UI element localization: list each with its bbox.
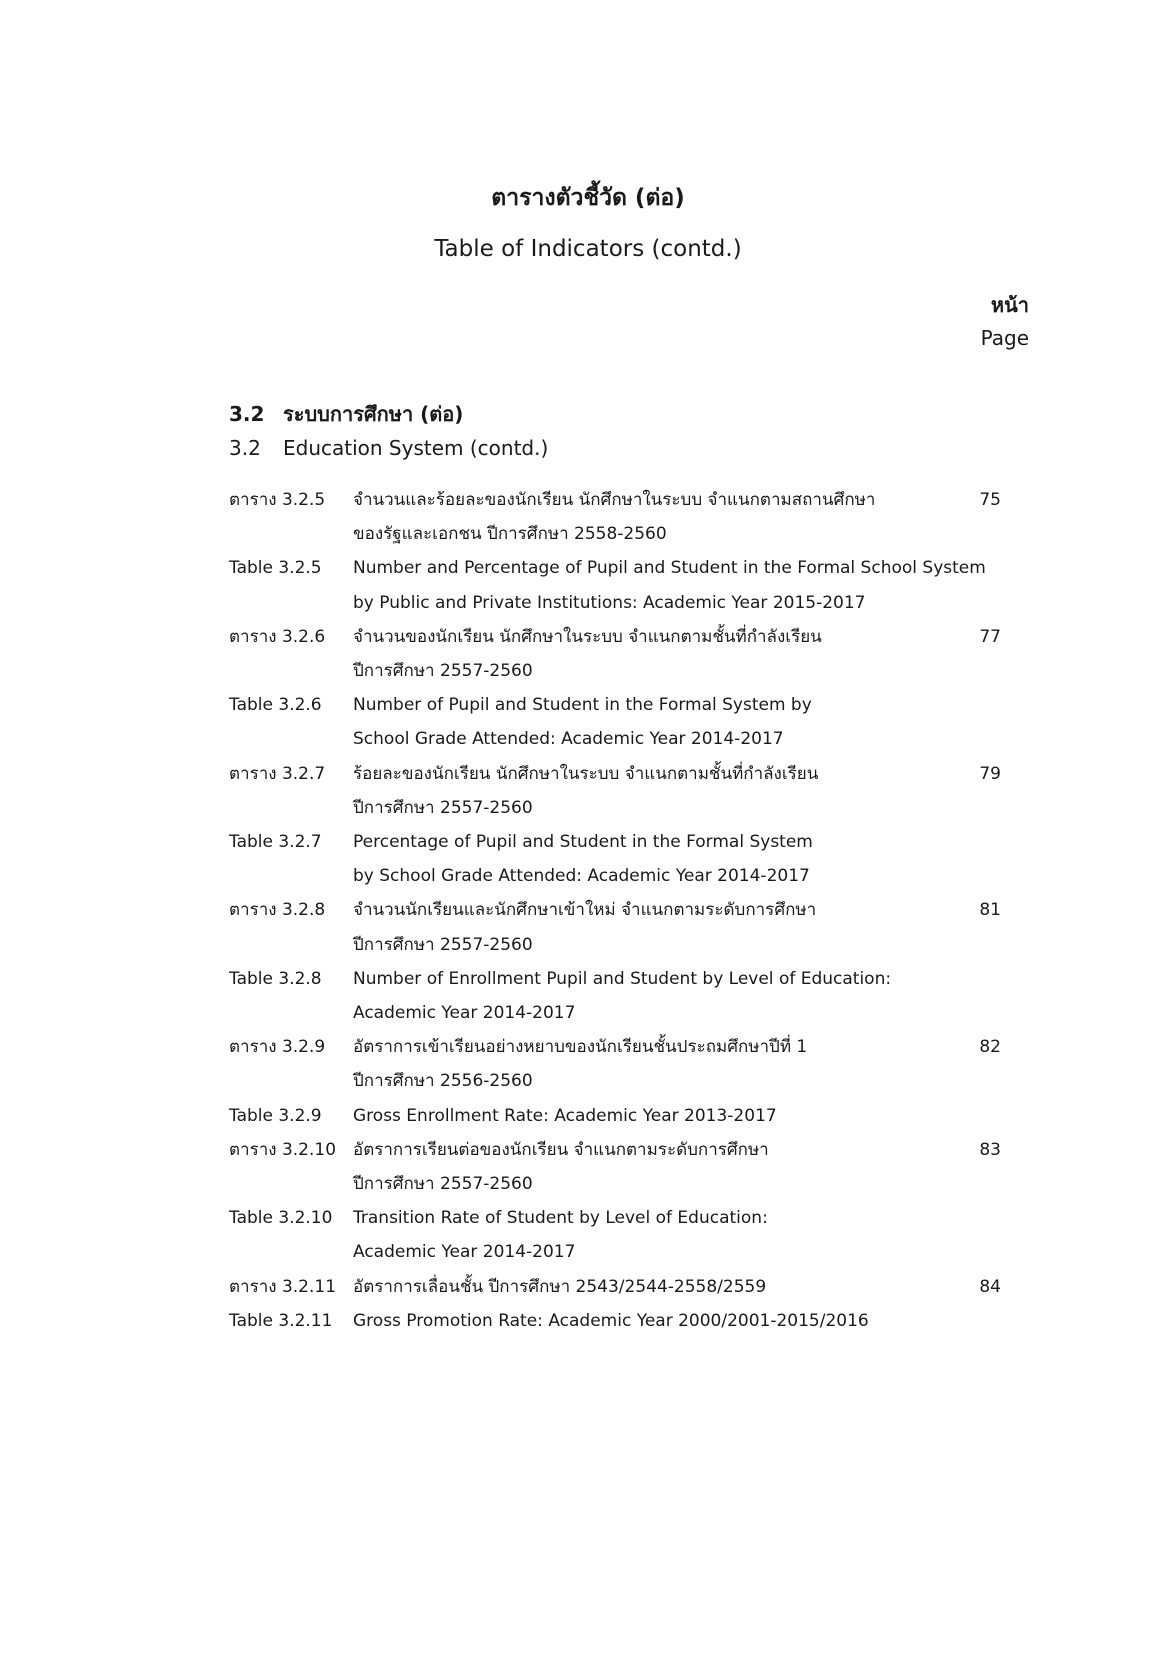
toc-entry-title-line: จำนวนนักเรียนและนักศึกษาเข้าใหม่ จำแนกตามระดับการศึกษา xyxy=(353,900,817,921)
toc-entry-title-line: ปีการศึกษา 2557-2560 xyxy=(353,934,533,955)
toc-entry-title xyxy=(353,1030,975,1098)
toc-entry-page-number: 82 xyxy=(979,1037,1001,1058)
toc-entry-title-line: School Grade Attended: Academic Year 2014-2017 xyxy=(353,729,784,750)
toc-entry-title-line: ปีการศึกษา 2557-2560 xyxy=(353,797,533,818)
section-title: Education System (contd.) xyxy=(283,436,549,460)
toc-entry-title-line: ของรัฐและเอกชน ปีการศึกษา 2558-2560 xyxy=(353,524,667,545)
toc-entry-title-line: อัตราการเรียนต่อของนักเรียน จำแนกตามระดับการศึกษา xyxy=(353,1139,769,1160)
toc-entry xyxy=(229,757,1029,825)
section-title: ระบบการศึกษา (ต่อ) xyxy=(283,402,464,426)
toc-entry-title xyxy=(353,620,975,688)
toc-entry xyxy=(229,1270,1029,1304)
toc-entry-label: ตาราง 3.2.7 xyxy=(229,763,326,784)
toc-entry-label: Table 3.2.11 xyxy=(229,1310,333,1331)
toc-entry-title xyxy=(353,1201,975,1269)
page-title-english: Table of Indicators (contd.) xyxy=(434,236,742,262)
toc-entry-title-line: Gross Enrollment Rate: Academic Year 2013-2017 xyxy=(353,1105,777,1126)
toc-entry-title-line: Percentage of Pupil and Student in the Formal System xyxy=(353,832,813,853)
toc-entry-page-number: 77 xyxy=(979,626,1001,647)
toc-entry-title xyxy=(353,688,975,756)
toc-entry xyxy=(229,893,1029,961)
toc-entry-title-line: จำนวนและร้อยละของนักเรียน นักศึกษาในระบบ จำแนกตามสถานศึกษา xyxy=(353,490,876,510)
toc-entry-title-line: Academic Year 2014-2017 xyxy=(353,1242,576,1263)
section-heading-thai xyxy=(229,398,463,430)
toc-entry-title-line: by Public and Private Institutions: Academic Year 2015-2017 xyxy=(353,592,866,613)
section-number: 3.2 xyxy=(229,436,261,460)
toc-entry xyxy=(229,1133,1029,1201)
toc-entry-label: ตาราง 3.2.5 xyxy=(229,490,326,510)
toc-entry-label: Table 3.2.8 xyxy=(229,968,322,989)
toc-entry-title xyxy=(353,1304,975,1338)
toc-entry-title-line: ปีการศึกษา 2556-2560 xyxy=(353,1071,533,1092)
toc-entry-title xyxy=(353,825,975,893)
page-title-thai: ตารางตัวชี้วัด (ต่อ) xyxy=(491,185,685,211)
toc-entry-title-line: Gross Promotion Rate: Academic Year 2000/2001-2015/2016 xyxy=(353,1310,869,1331)
toc-entry-label: ตาราง 3.2.10 xyxy=(229,1139,337,1160)
toc-entry-title-line: Number and Percentage of Pupil and Student in the Formal School System xyxy=(353,558,986,579)
toc-entry-page-number: 79 xyxy=(979,763,1001,784)
toc-entry-label: ตาราง 3.2.11 xyxy=(229,1276,337,1297)
toc-entry-title xyxy=(353,1133,975,1201)
toc-entry-label: Table 3.2.9 xyxy=(229,1105,322,1126)
toc-entry-title xyxy=(353,483,975,551)
toc-entry-label: Table 3.2.5 xyxy=(229,558,322,579)
toc-entry xyxy=(229,483,1029,551)
toc-entry-title xyxy=(353,757,975,825)
toc-entry-title xyxy=(353,1270,975,1304)
toc-entry-title-line: ปีการศึกษา 2557-2560 xyxy=(353,1174,533,1195)
toc-entry-page-number: 83 xyxy=(979,1139,1001,1160)
toc-entry-label: ตาราง 3.2.6 xyxy=(229,626,326,647)
toc-entry xyxy=(229,825,1029,893)
toc-entry-title-line: ปีการศึกษา 2557-2560 xyxy=(353,661,533,682)
section-number: 3.2 xyxy=(229,402,265,426)
section-heading-english xyxy=(229,436,548,460)
toc-entry-title xyxy=(353,962,975,1030)
toc-entry xyxy=(229,962,1029,1030)
toc-entry-title-line: ร้อยละของนักเรียน นักศึกษาในระบบ จำแนกตามชั้นที่กำลังเรียน xyxy=(353,763,819,784)
toc-entry-title xyxy=(353,893,975,961)
toc-entry-title xyxy=(353,1099,975,1133)
toc-entry-title-line: Number of Pupil and Student in the Formal System by xyxy=(353,695,812,716)
toc-entry-title-line: Transition Rate of Student by Level of Education: xyxy=(353,1208,768,1229)
toc-entry-page-number: 81 xyxy=(979,900,1001,921)
toc-entry-list xyxy=(229,483,1029,1338)
toc-entry xyxy=(229,551,1029,619)
toc-entry-title-line: Number of Enrollment Pupil and Student by Level of Education: xyxy=(353,968,892,989)
toc-entry-title-line: จำนวนของนักเรียน นักศึกษาในระบบ จำแนกตามชั้นที่กำลังเรียน xyxy=(353,626,822,647)
toc-entry-page-number: 84 xyxy=(979,1276,1001,1297)
toc-entry-title xyxy=(353,551,986,619)
toc-entry-title-line: อัตราการเข้าเรียนอย่างหยาบของนักเรียนชั้นประถมศึกษาปีที่ 1 xyxy=(353,1037,808,1058)
toc-entry-page-number: 75 xyxy=(979,490,1001,510)
page-column-label-english: Page xyxy=(980,326,1029,350)
toc-entry-label: Table 3.2.6 xyxy=(229,695,322,716)
toc-entry-title-line: Academic Year 2014-2017 xyxy=(353,1003,576,1024)
toc-entry-label: ตาราง 3.2.9 xyxy=(229,1037,326,1058)
toc-entry-title-line: by School Grade Attended: Academic Year 2014-2017 xyxy=(353,866,810,887)
toc-entry-title-line: อัตราการเลื่อนชั้น ปีการศึกษา 2543/2544-2558/2559 xyxy=(353,1276,767,1297)
toc-entry xyxy=(229,1099,1029,1133)
toc-entry xyxy=(229,1304,1029,1338)
toc-entry xyxy=(229,620,1029,688)
toc-entry xyxy=(229,1201,1029,1269)
page-column-label-thai: หน้า xyxy=(990,293,1029,317)
toc-entry-label: Table 3.2.7 xyxy=(229,832,322,853)
toc-entry-label: ตาราง 3.2.8 xyxy=(229,900,326,921)
toc-entry xyxy=(229,688,1029,756)
toc-entry-label: Table 3.2.10 xyxy=(229,1208,333,1229)
toc-entry xyxy=(229,1030,1029,1098)
